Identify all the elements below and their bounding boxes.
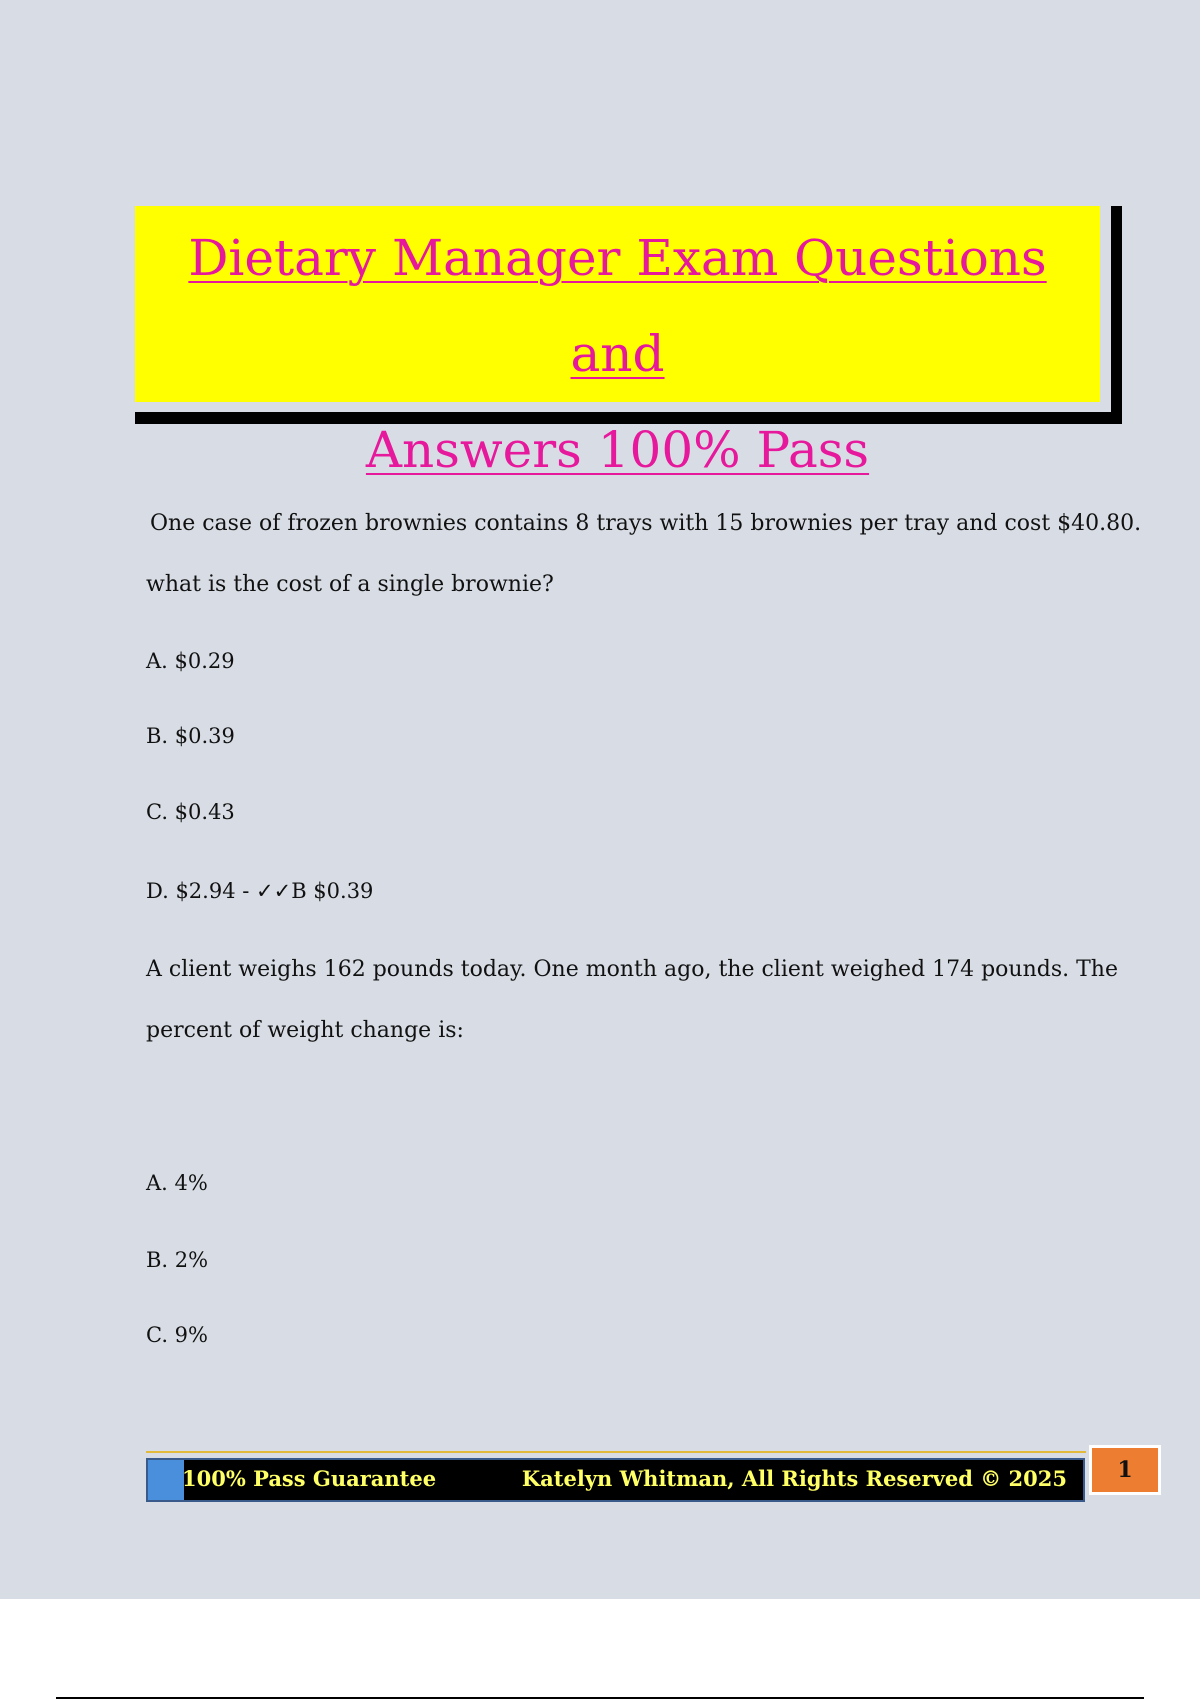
question-2-option-c: C. 9% [146,1323,208,1347]
question-1-text-line-2: what is the cost of a single brownie? [146,572,554,597]
footer-bar [146,1458,1085,1502]
title-line-2: Answers 100% Pass [365,421,870,479]
footer-rule [146,1451,1086,1453]
title-line-1: Dietary Manager Exam Questions and [188,229,1047,383]
question-2-option-a: A. 4% [146,1171,208,1195]
question-1-text-line-1: One case of frozen brownies contains 8 trays with 15 brownies per tray and cost $40.80. [150,511,1142,536]
footer-accent-block [148,1460,184,1500]
question-2-text-line-1: A client weighs 162 pounds today. One month ago, the client weighed 174 pounds. The [146,957,1118,982]
footer-copyright: Katelyn Whitman, All Rights Reserved © 2025 [521,1466,1067,1491]
question-1-option-a: A. $0.29 [146,649,235,673]
question-2-option-b: B. 2% [146,1248,209,1272]
question-1-option-d-with-answer: D. $2.94 - ✓✓B $0.39 [146,879,374,903]
question-1-option-b: B. $0.39 [146,724,235,748]
question-2-text-line-2: percent of weight change is: [146,1018,464,1043]
title-banner [135,206,1100,479]
question-1-option-c: C. $0.43 [146,800,235,824]
page-number: 1 [1089,1445,1161,1495]
next-page-rule [56,1697,1144,1699]
footer-left-text: 100% Pass Guarantee [182,1466,437,1491]
title-shadow-right [1111,206,1122,424]
